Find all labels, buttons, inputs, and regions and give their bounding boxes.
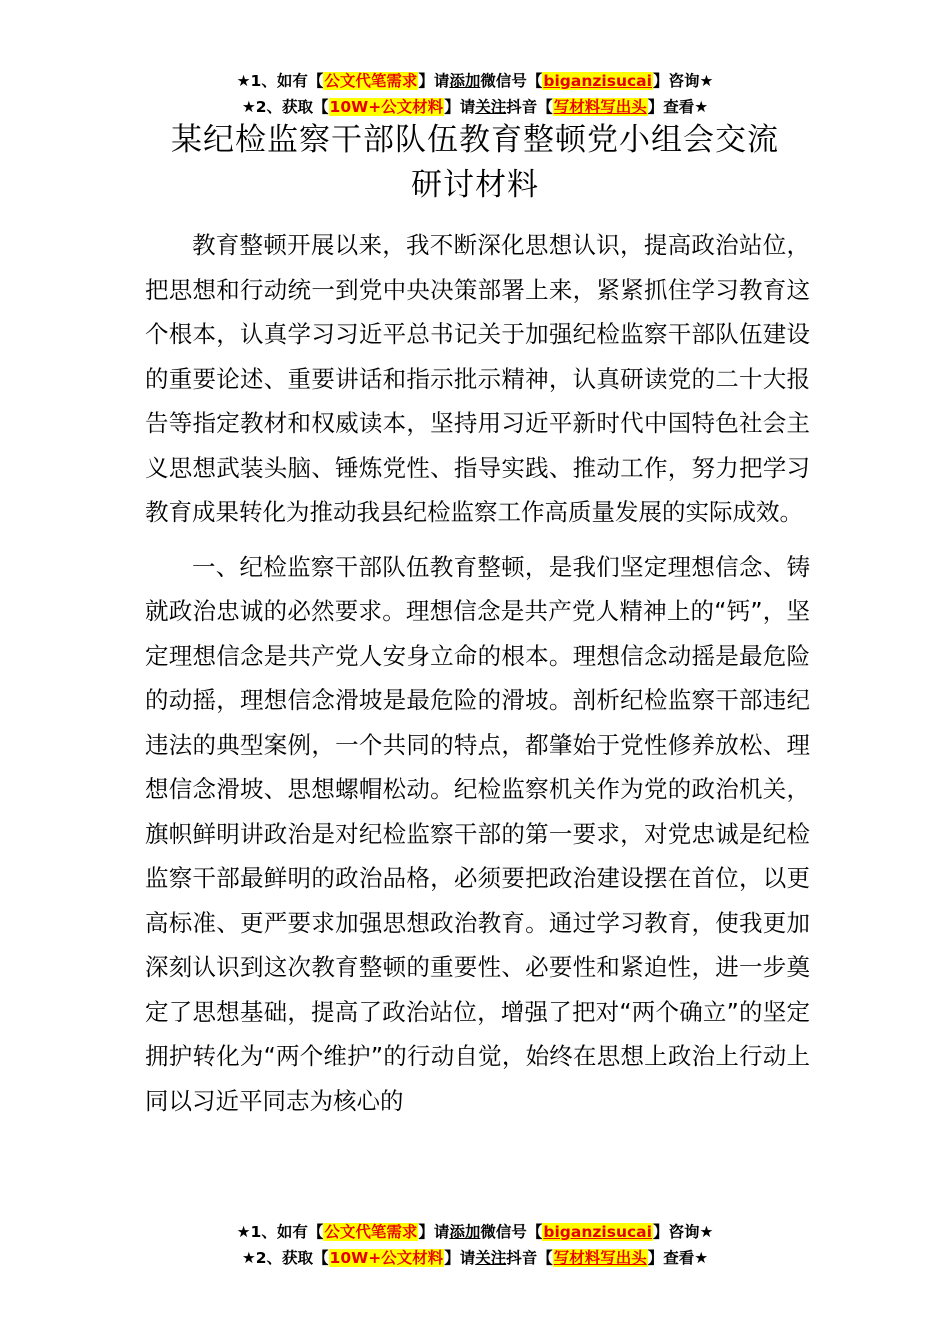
promo-douyin-id: 写材料写出头 <box>553 98 647 116</box>
promo-highlight: 公文代笔需求 <box>324 72 418 90</box>
promo-highlight: 10W+公文材料 <box>329 98 444 116</box>
promo-text: 】请 <box>418 72 450 90</box>
promo-text: 】请 <box>418 1223 450 1241</box>
promo-wechat-id: biganzisucai <box>543 1223 652 1241</box>
title-line-2: 研讨材料 <box>411 167 539 203</box>
promo-line-1 <box>0 1219 950 1245</box>
title-line-1: 某纪检监察干部队伍教育整顿党小组会交流 <box>171 122 779 158</box>
promo-highlight: 10W+公文材料 <box>329 1249 444 1267</box>
promo-douyin-id: 写材料写出头 <box>553 1249 647 1267</box>
promo-text: 微信号【 <box>480 72 543 90</box>
promo-emphasis: 添加 <box>449 1223 481 1241</box>
promo-line-2 <box>0 1245 950 1271</box>
promo-highlight: 公文代笔需求 <box>324 1223 418 1241</box>
promo-line-2 <box>0 94 950 120</box>
promo-emphasis: 关注 <box>475 1249 507 1267</box>
paragraph-intro: 教育整顿开展以来，我不断深化思想认识，提高政治站位，把思想和行动统一到党中央决策部署上来，紧紧抓住学习教育这个根本，认真学习习近平总书记关于加强纪检监察干部队伍建设的重要论述、重要讲话和指示批示精神，认真研读党的二十大报告等指定教材和权威读本，坚持用习近平新时代中国特色社会主义思想武装头脑、锤炼党性、指导实践、推动工作，努力把学习教育成果转化为推动我县纪检监察工作高质量发展的实际成效。 <box>145 231 810 526</box>
promo-emphasis: 关注 <box>475 98 507 116</box>
promo-text: 抖音【 <box>506 98 553 116</box>
document-body <box>145 223 810 1123</box>
promo-text: 抖音【 <box>506 1249 553 1267</box>
promo-text: 】咨询★ <box>652 72 714 90</box>
paragraph-section-1: 一、纪检监察干部队伍教育整顿，是我们坚定理想信念、铸就政治忠诚的必然要求。理想信念是共产党人精神上的“钙”，坚定理想信念是共产党人安身立命的根本。理想信念动摇是最危险的动摇，理想信念滑坡是最危险的滑坡。剖析纪检监察干部违纪违法的典型案例，一个共同的特点，都肇始于党性修养放松、理想信念滑坡、思想螺帽松动。纪检监察机关作为党的政治机关，旗帜鲜明讲政治是对纪检监察干部的第一要求，对党忠诚是纪检监察干部最鲜明的政治品格，必须要把政治建设摆在首位，以更高标准、更严要求加强思想政治教育。通过学习教育，使我更加深刻认识到这次教育整顿的重要性、必要性和紧迫性，进一步奠定了思想基础，提高了政治站位，增强了把对“两个确立”的坚定拥护转化为“两个维护”的行动自觉，始终在思想上政治上行动上同以习近平同志为核心的 <box>145 552 810 1115</box>
promo-line-1 <box>0 68 950 94</box>
promo-text: ★2、获取【 <box>241 1249 329 1267</box>
promo-text: 微信号【 <box>480 1223 543 1241</box>
promo-text: 】请 <box>444 98 476 116</box>
promo-text: ★1、如有【 <box>236 72 324 90</box>
promo-text: 】咨询★ <box>652 1223 714 1241</box>
header-promo-banner <box>0 68 950 120</box>
promo-wechat-id: biganzisucai <box>543 72 652 90</box>
footer-promo-banner <box>0 1219 950 1271</box>
promo-text: 】查看★ <box>647 98 709 116</box>
promo-text: ★1、如有【 <box>236 1223 324 1241</box>
document-title <box>140 118 810 208</box>
promo-text: 】请 <box>444 1249 476 1267</box>
promo-text: ★2、获取【 <box>241 98 329 116</box>
promo-emphasis: 添加 <box>449 72 481 90</box>
promo-text: 】查看★ <box>647 1249 709 1267</box>
